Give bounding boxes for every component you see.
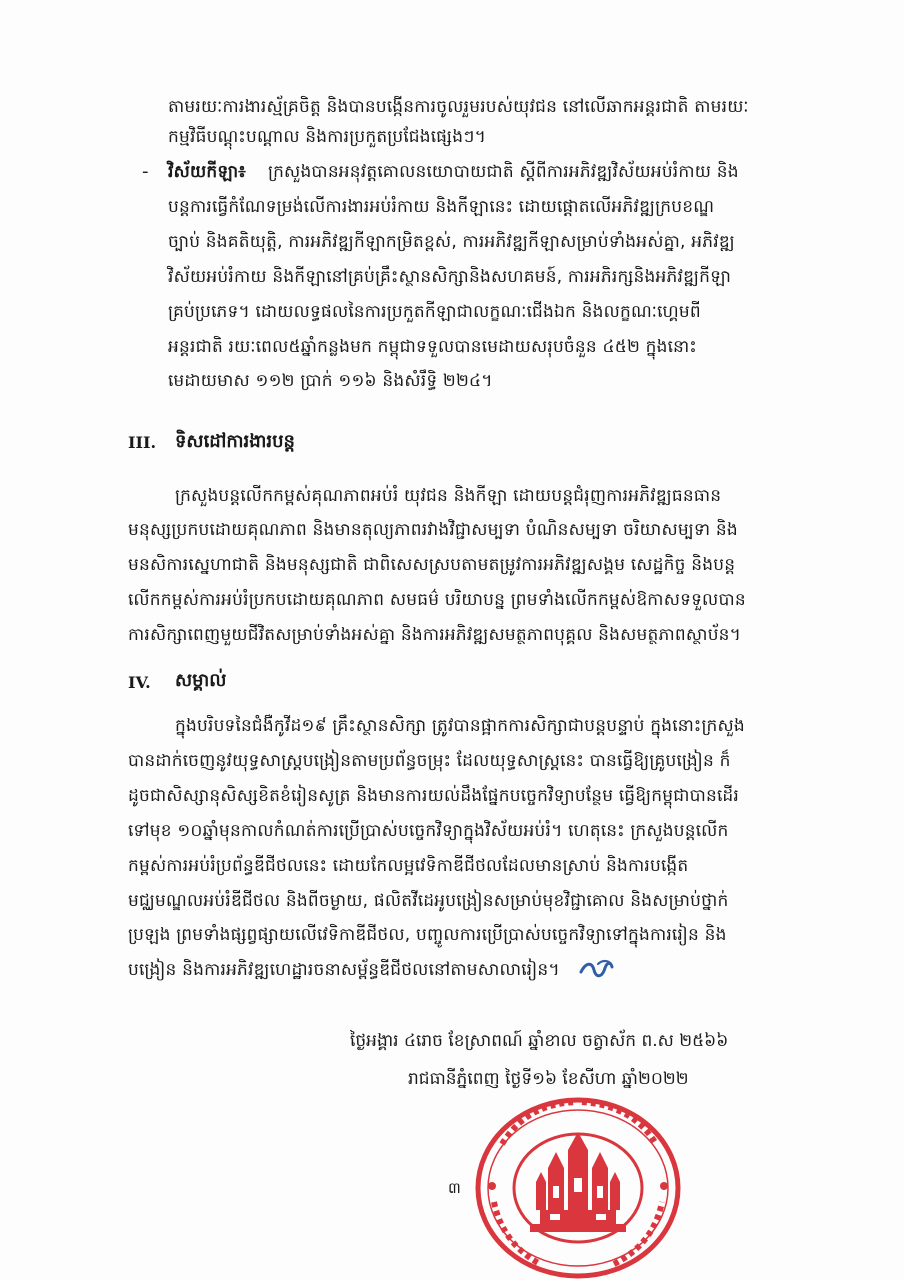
section-iii-line-1: ក្រសួងបន្តលើកកម្ពស់គុណភាពអប់រំ យុវជន និងកីឡា ដោយបន្តជំរុញការអភិវឌ្ឍធនធាន [175, 486, 722, 506]
sports-label: វិស័យកីឡា៖ [168, 162, 246, 182]
sports-line-2: បន្តការធ្វើកំណែទម្រង់លើការងារអប់រំកាយ និងកីឡានេះ ដោយផ្តោតលើអភិវឌ្ឍក្របខណ្ឌ [168, 197, 715, 217]
official-seal-icon [470, 1082, 686, 1280]
section-iv-line-4: ទៅមុខ ១០ឆ្នាំមុនកាលកំណត់ការប្រើប្រាស់បច្ចេកវិទ្យាក្នុងវិស័យអប់រំ។ ហេតុនេះ ក្រសួងបន្តលើក [128, 821, 729, 841]
intro-line-1: តាមរយៈការងារស្ម័គ្រចិត្ត និងបានបង្កើនការចូលរួមរបស់យុវជន នៅលើឆាកអន្តរជាតិ តាមរយៈ [168, 97, 749, 117]
lunar-date-line: ថ្ងៃអង្គារ ៤រោច ខែស្រាពណ៍ ឆ្នាំខាល ចត្វាស័ក ព.ស ២៥៦៦ [350, 1031, 729, 1051]
section-iv-number: IV. [128, 673, 151, 692]
section-iii-line-5: ការសិក្សាពេញមួយជីវិតសម្រាប់ទាំងអស់គ្នា និងការអភិវឌ្ឍសមត្ថភាពបុគ្គល និងសមត្ថភាពស្ថាប័ន។ [128, 625, 742, 645]
section-iv-line-5: កម្ពស់ការអប់រំប្រព័ន្ធឌីជីថលនេះ ដោយកែលម្អវេទិកាឌីជីថលដែលមានស្រាប់ និងការបង្កើត [128, 856, 689, 876]
closing-flourish-icon [578, 958, 614, 982]
sports-line-1: ក្រសួងបានអនុវត្តគោលនយោបាយជាតិ ស្តីពីការអភិវឌ្ឍវិស័យអប់រំកាយ និង [268, 162, 739, 182]
sports-line-5: គ្រប់ប្រភេទ។ ដោយលទ្ធផលនៃការប្រកួតកីឡាជាលក្ខណៈជើងឯក និងលក្ខណៈហ្គេមពី [168, 302, 701, 322]
page-number: ៣ [448, 1179, 461, 1197]
section-iii-title: ទិសដៅការងារបន្ត [175, 431, 295, 452]
section-iii-line-2: មនុស្សប្រកបដោយគុណភាព និងមានតុល្យភាពរវាងវិជ្ជាសម្បទា បំណិនសម្បទា ចរិយាសម្បទា និង [128, 520, 738, 540]
gregorian-date-line: រាជធានីភ្នំពេញ ថ្ងៃទី១៦ ខែសីហា ឆ្នាំ២០២២ [408, 1069, 689, 1089]
section-iii-line-3: មនសិការស្នេហាជាតិ និងមនុស្សជាតិ ជាពិសេសស្របតាមតម្រូវការអភិវឌ្ឍសង្គម សេដ្ឋកិច្ច និងបន្ត [128, 555, 736, 575]
sports-line-6: អន្តរជាតិ រយៈពេល៥ឆ្នាំកន្លងមក កម្ពុជាទទួលបានមេដាយសរុបចំនួន ៤៥២ ក្នុងនោះ [168, 337, 697, 357]
section-iv-line-2: បានដាក់ចេញនូវយុទ្ធសាស្ត្របង្រៀនតាមប្រព័ន្ធចម្រុះ ដែលយុទ្ធសាស្ត្រនេះ បានធ្វើឱ្យគ្រូបង្រៀន ក៏ [128, 751, 731, 771]
section-iii-line-4: លើកកម្ពស់ការអប់រំប្រកបដោយគុណភាព សមធម៌ បរិយាបន្ន ព្រមទាំងលើកកម្ពស់ឱកាសទទួលបាន [128, 590, 746, 610]
section-iv-line-3: ដូចជាសិស្សានុសិស្សខិតខំរៀនសូត្រ និងមានការយល់ដឹងផ្នែកបច្ចេកវិទ្យាបន្ថែម ធ្វើឱ្យកម្ពុជាបានដើរ [128, 786, 740, 806]
sports-line-3: ច្បាប់ និងគតិយុត្តិ, ការអភិវឌ្ឍកីឡាកម្រិតខ្ពស់, ការអភិវឌ្ឍកីឡាសម្រាប់ទាំងអស់គ្នា, អភិវឌ្ឍ [168, 232, 735, 252]
section-iii-number: III. [128, 433, 157, 452]
sports-line-7: មេដាយមាស ១១២ ប្រាក់ ១១៦ និងសំរឹទ្ធិ ២២៤។ [168, 371, 493, 391]
section-iv-line-8: បង្រៀន និងការអភិវឌ្ឍហេដ្ឋារចនាសម្ព័ន្ធឌីជីថលនៅតាមសាលារៀន។ [128, 960, 560, 980]
section-iv-title: សម្គាល់ [175, 670, 227, 691]
section-iv-line-7: ប្រឡង ព្រមទាំងផ្សព្វផ្សាយលើវេទិកាឌីជីថល, បញ្ចូលការប្រើប្រាស់បច្ចេកវិទ្យាទៅក្នុងការរៀន និង [128, 925, 727, 945]
section-iv-line-1: ក្នុងបរិបទនៃជំងឺកូវីដ១៩ គ្រឹះស្ថានសិក្សា ត្រូវបានផ្អាកការសិក្សាជាបន្តបន្ទាប់ ក្នុងនោះក្រសួង [175, 716, 745, 736]
bullet-dash: - [142, 161, 149, 182]
section-iv-line-6: មជ្ឈមណ្ឌលអប់រំឌីជីថល និងពីចម្ងាយ, ផលិតវីដេអូបង្រៀនសម្រាប់មុខវិជ្ជាគោល និងសម្រាប់ថ្នាក់ [128, 891, 729, 911]
sports-line-4: វិស័យអប់រំកាយ និងកីឡានៅគ្រប់គ្រឹះស្ថានសិក្សានិងសហគមន៍, ការអភិរក្សនិងអភិវឌ្ឍកីឡា [168, 267, 732, 287]
intro-line-2: កម្មវិធីបណ្តុះបណ្តាល និងការប្រកួតប្រជែងផ្សេងៗ។ [168, 127, 486, 147]
